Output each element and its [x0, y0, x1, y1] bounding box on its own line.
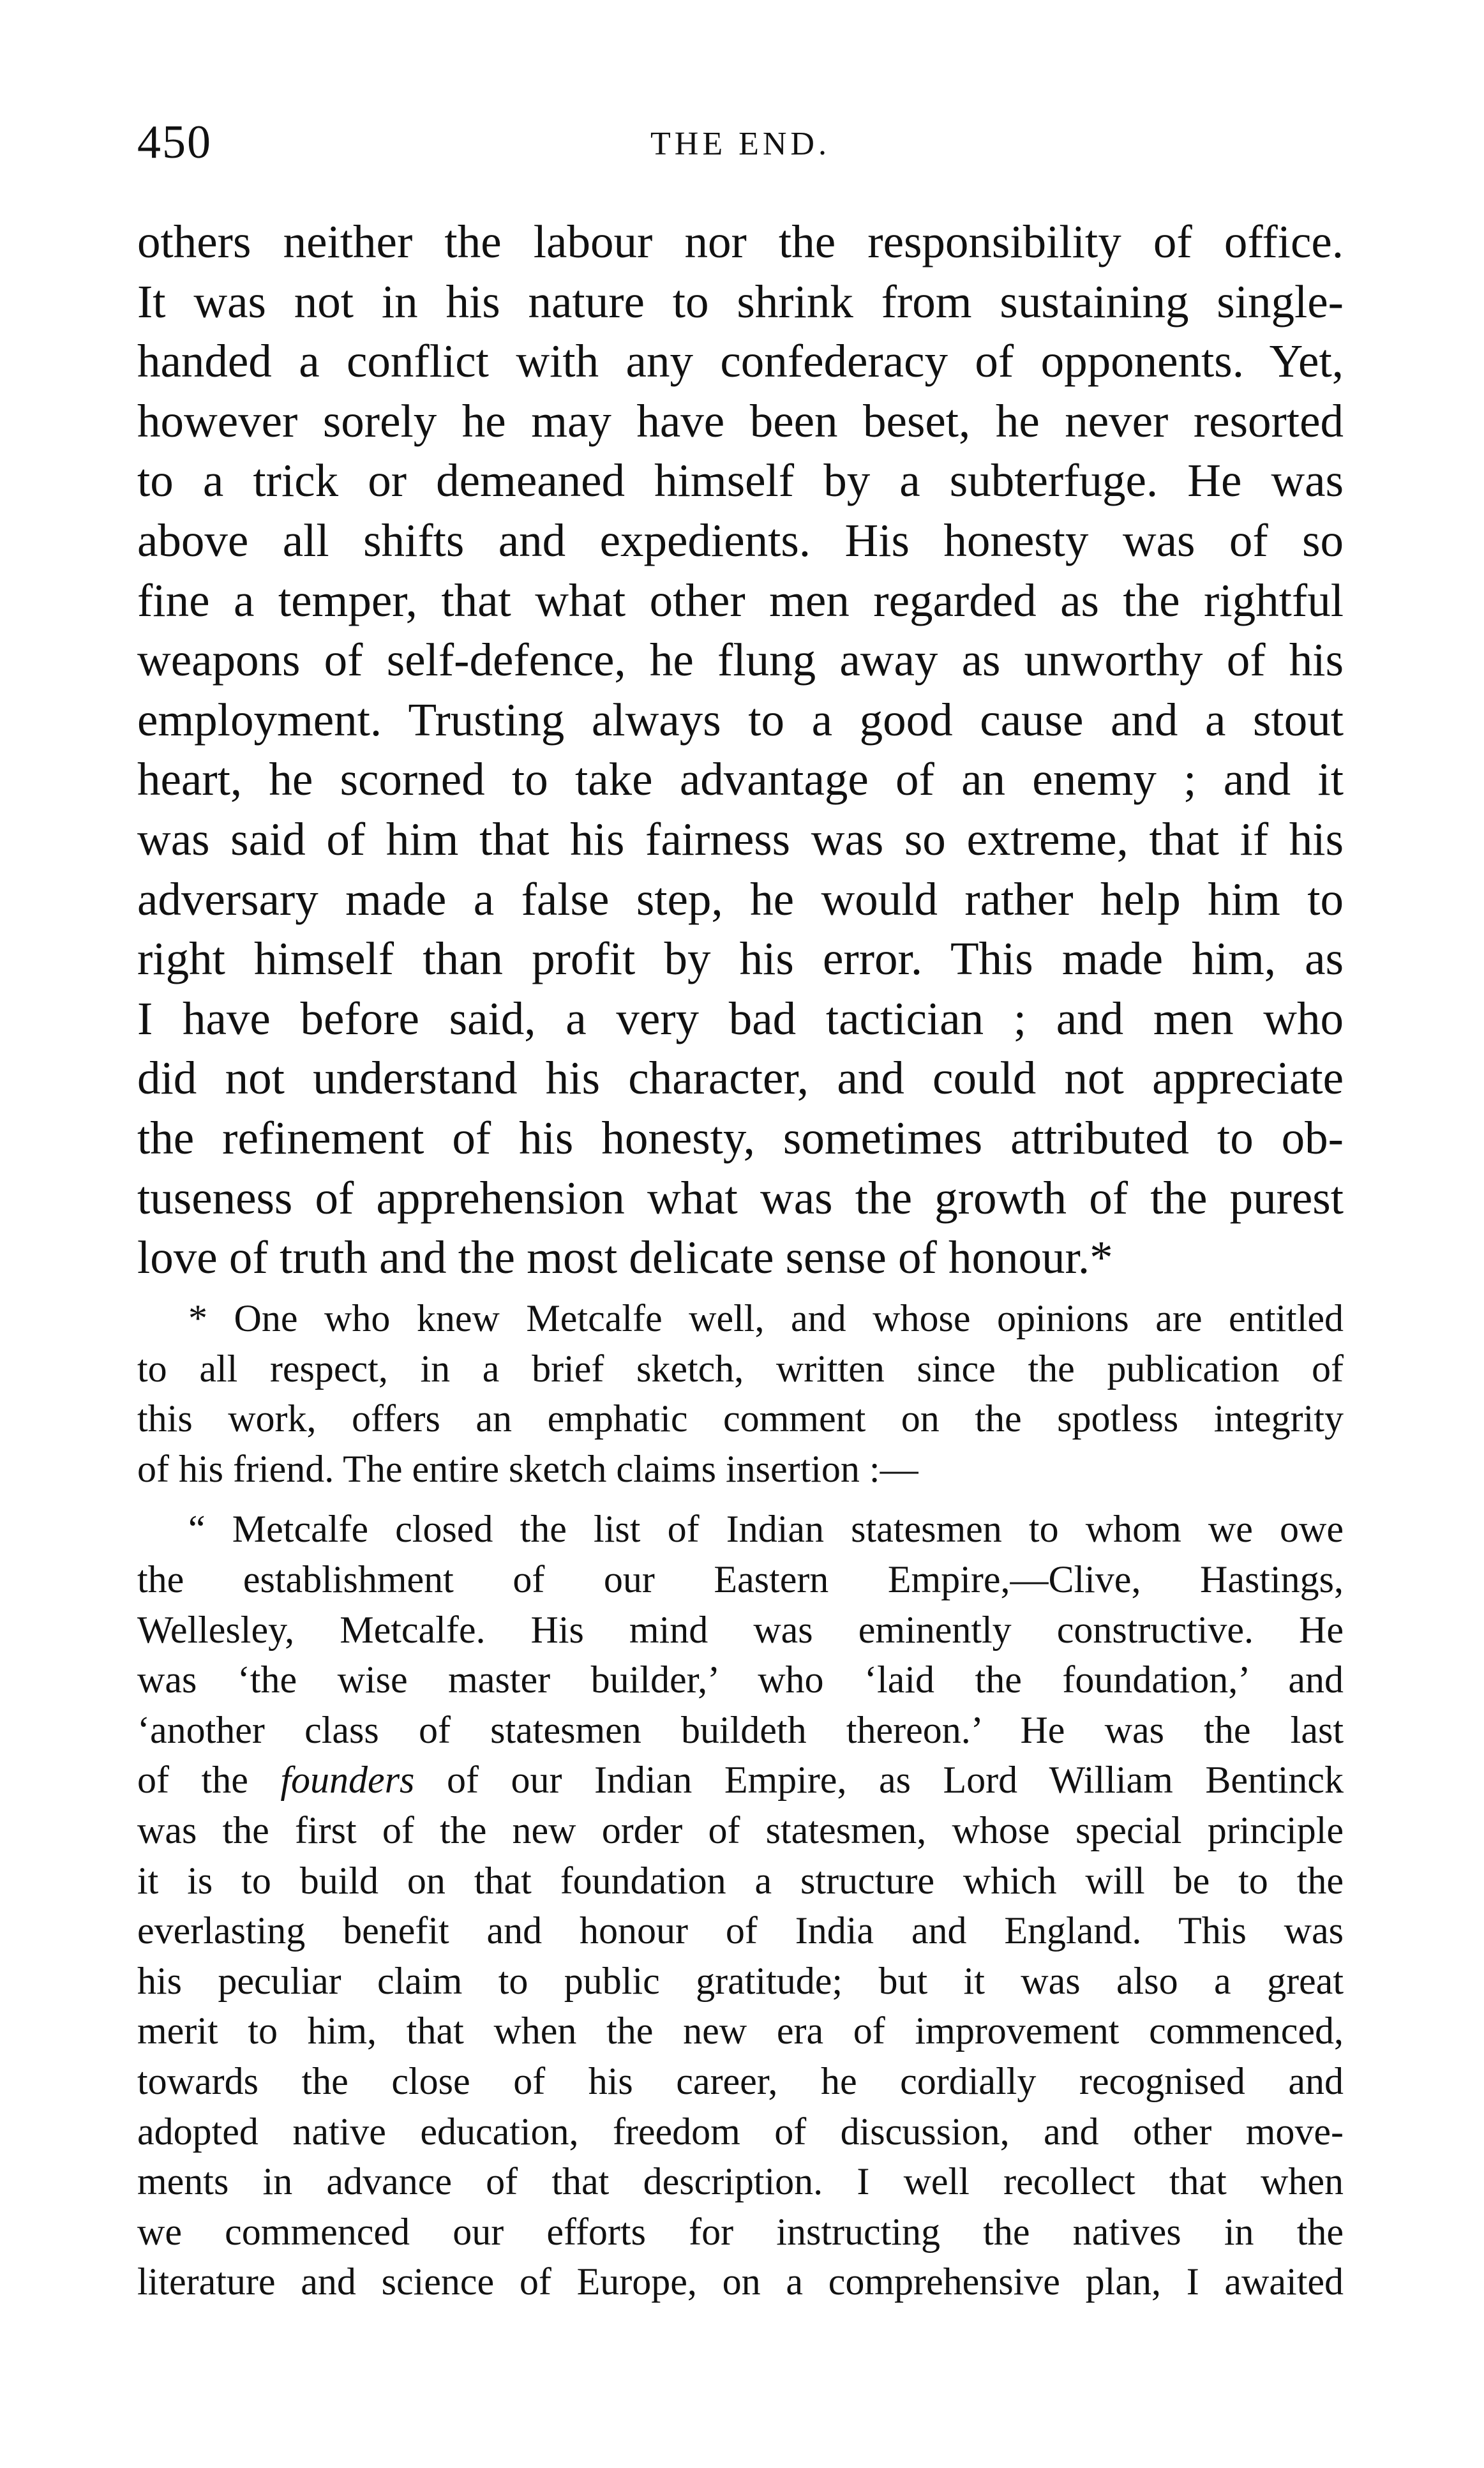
footnote-line: literature and science of Europe, on a comprehensive plan, I awaited — [137, 2261, 1344, 2303]
footnote-line: * One who knew Metcalfe well, and whose opinions are entitled — [188, 1297, 1344, 1339]
page-header — [137, 114, 1344, 171]
footnote-line: was the first of the new order of statesmen, whose special principle — [137, 1809, 1344, 1851]
text-line: weapons of self-defence, he flung away as unworthy of his — [137, 634, 1344, 686]
footnote-text: of the — [137, 1759, 281, 1802]
footnote-line: it is to build on that foundation a structure which will be to the — [137, 1859, 1344, 1902]
text-line: however sorely he may have been beset, he never resorted — [137, 395, 1344, 447]
footnote-line: to all respect, in a brief sketch, written since the publication of — [137, 1347, 1344, 1390]
footnote-line — [137, 1755, 1344, 1805]
footnote-line: we commenced our efforts for instructing the natives in the — [137, 2210, 1344, 2253]
text-line: It was not in his nature to shrink from sustaining single- — [137, 275, 1344, 327]
footnote-line: Wellesley, Metcalfe. His mind was eminently constructive. He — [137, 1608, 1344, 1651]
text-line: did not understand his character, and could not appreciate — [137, 1052, 1344, 1104]
text-line: to a trick or demeaned himself by a subterfuge. He was — [137, 455, 1344, 507]
text-line: I have before said, a very bad tactician ; and men who — [137, 992, 1344, 1044]
footnote-line: merit to him, that when the new era of improvement commenced, — [137, 2010, 1344, 2052]
footnote-line: ‘another class of statesmen buildeth thereon.’ He was the last — [137, 1708, 1344, 1751]
footnote-line: this work, offers an emphatic comment on the spotless integrity — [137, 1397, 1344, 1440]
footnote-line: “ Metcalfe closed the list of Indian statesmen to whom we owe — [188, 1508, 1344, 1551]
text-line: adversary made a false step, he would rather help him to — [137, 873, 1344, 925]
footnote-line: towards the close of his career, he cordially recognised and — [137, 2059, 1344, 2102]
footnote-line: adopted native education, freedom of discussion, and other move- — [137, 2110, 1344, 2153]
footnote-line: everlasting benefit and honour of India and England. This was — [137, 1909, 1344, 1952]
footnote — [137, 1293, 1344, 2307]
footnote-line: the establishment of our Eastern Empire,—Clive, Hastings, — [137, 1558, 1344, 1600]
text-line: employment. Trusting always to a good cause and a stout — [137, 693, 1344, 746]
text-line: fine a temper, that what other men regarded as the rightful — [137, 574, 1344, 626]
text-line: others neither the labour nor the responsibility of office. — [137, 216, 1344, 267]
text-line: above all shifts and expedients. His honesty was of so — [137, 514, 1344, 566]
page-number: 450 — [137, 116, 212, 169]
footnote-gap — [137, 1494, 1344, 1504]
footnote-italic-word: founders — [280, 1759, 415, 1802]
footnote-line: his peculiar claim to public gratitude; but it was also a great — [137, 1959, 1344, 2002]
footnote-intro-paragraph — [137, 1293, 1344, 1494]
footnote-line: of his friend. The entire sketch claims insertion :— — [137, 1447, 918, 1490]
text-line: tuseness of apprehension what was the growth of the purest — [137, 1171, 1344, 1224]
text-line: right himself than profit by his error. This made him, as — [137, 933, 1344, 985]
footnote-text: of our Indian Empire, as Lord William Bentinck — [414, 1759, 1344, 1802]
text-line: the refinement of his honesty, sometimes attributed to ob- — [137, 1111, 1344, 1164]
text-line: was said of him that his fairness was so extreme, that if his — [137, 813, 1344, 865]
running-head: THE END. — [650, 126, 830, 162]
footnote-line: was ‘the wise master builder,’ who ‘laid the foundation,’ and — [137, 1659, 1344, 1701]
text-line: love of truth and the most delicate sense of honour.* — [137, 1231, 1113, 1284]
footnote-quote-paragraph — [137, 1504, 1344, 2307]
text-line: handed a conflict with any confederacy of opponents. Yet, — [137, 335, 1344, 388]
text-line: heart, he scorned to take advantage of an enemy ; and it — [137, 753, 1344, 806]
main-paragraph — [137, 212, 1344, 1288]
footnote-line: ments in advance of that description. I well recollect that when — [137, 2160, 1344, 2203]
